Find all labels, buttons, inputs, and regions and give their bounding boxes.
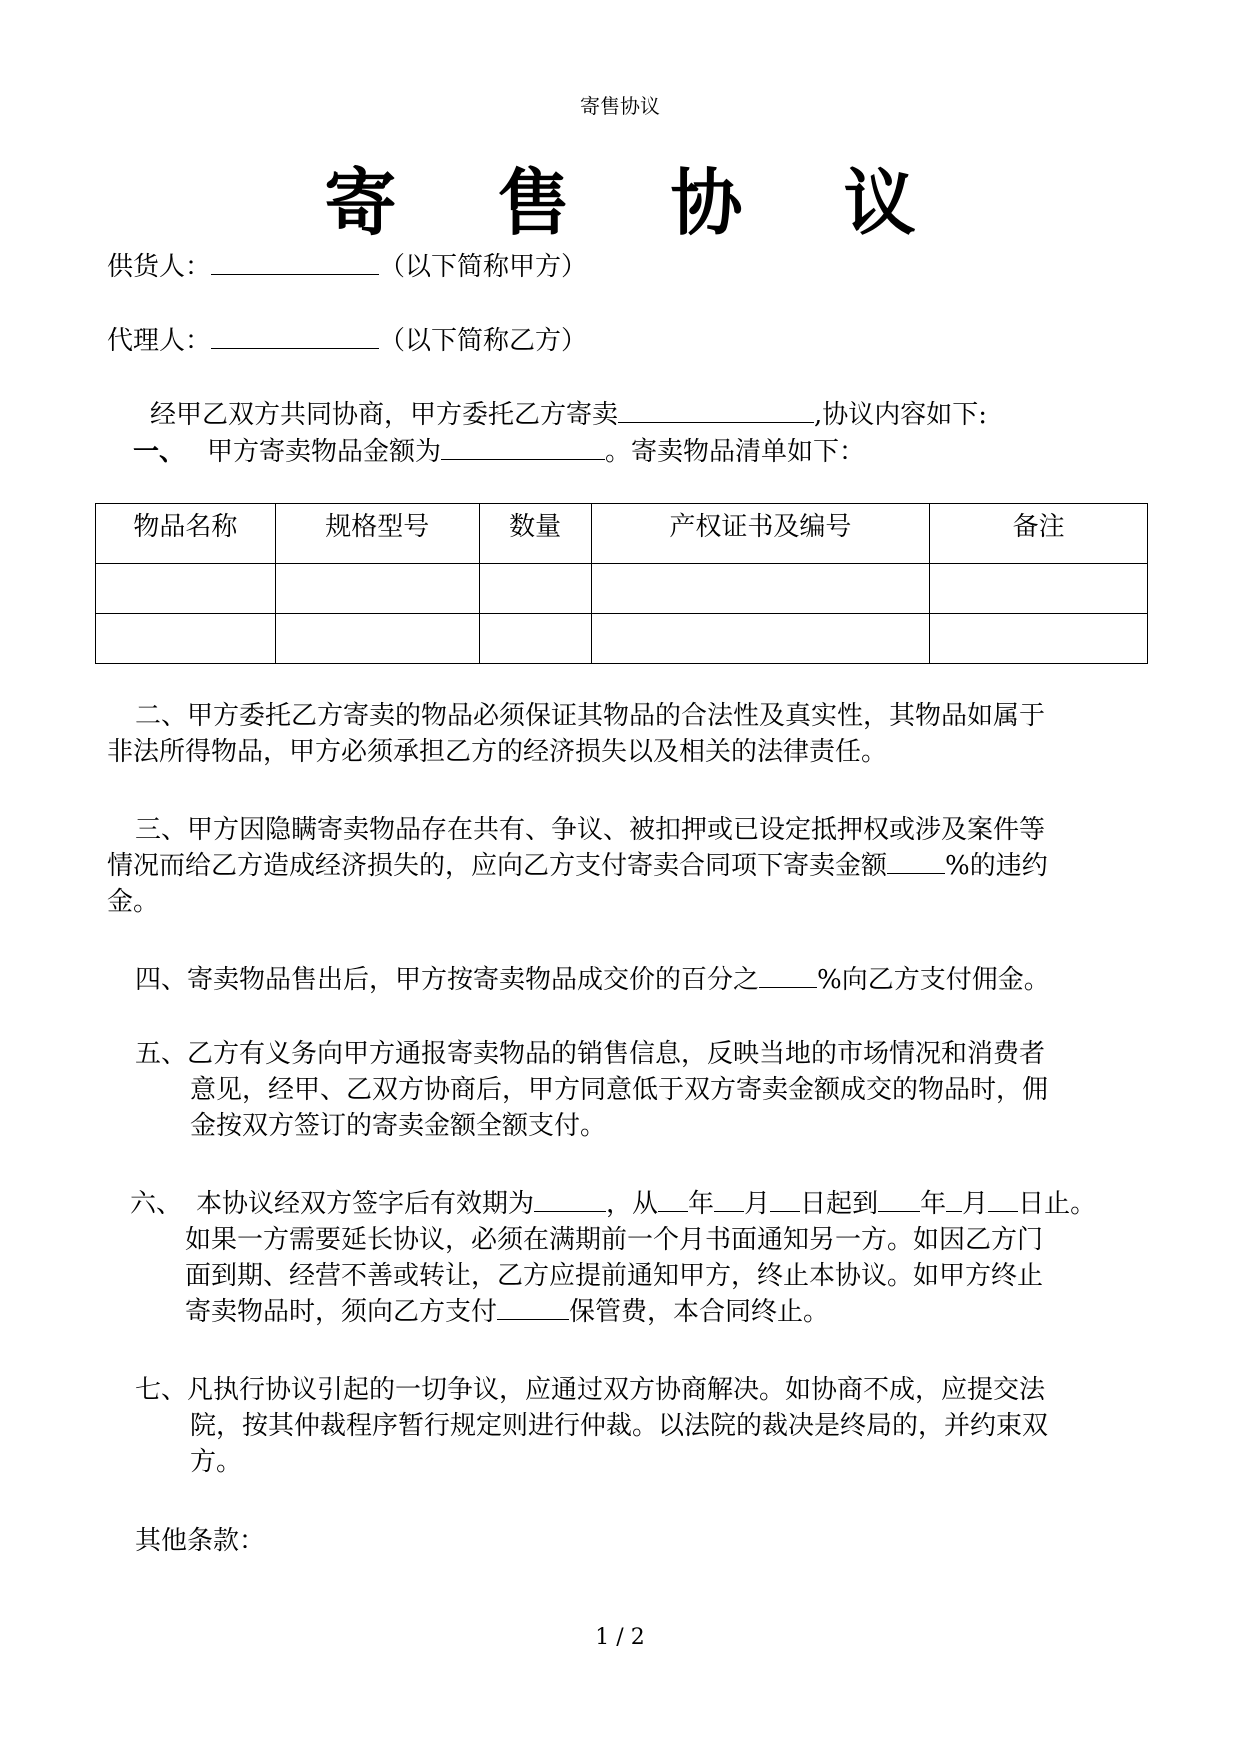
table-row (96, 614, 1148, 664)
clause-6-month-unit: 月 (744, 1189, 771, 1219)
table-cell[interactable] (930, 564, 1148, 614)
agent-line (107, 320, 587, 357)
clause-6-text: 日起到 (800, 1189, 879, 1219)
clause-2 (107, 698, 1045, 770)
clause-1-post: 。寄卖物品清单如下： (605, 437, 866, 467)
end-day-blank[interactable] (988, 1187, 1018, 1212)
clause-6 (130, 1186, 1096, 1330)
supplier-blank[interactable] (211, 250, 379, 275)
running-header: 寄售协议 (580, 94, 660, 118)
storage-fee-blank[interactable] (497, 1295, 569, 1320)
clause-6-text: ，从 (606, 1189, 659, 1219)
clause-1-number: 一、 (133, 437, 186, 467)
consigned-item-blank[interactable] (618, 398, 814, 423)
intro-line (150, 394, 987, 431)
clause-3-line2-pre: 情况而给乙方造成经济损失的，应向乙方支付寄卖合同项下寄卖金额 (107, 851, 888, 881)
end-year-blank[interactable] (878, 1187, 920, 1212)
clause-4 (135, 962, 1050, 998)
intro-text-post: ,协议内容如下: (814, 400, 988, 430)
intro-text-pre: 经甲乙双方共同协商，甲方委托乙方寄卖 (150, 400, 619, 430)
clause-4-post: %向乙方支付佣金。 (817, 965, 1050, 995)
clause-6-line: 面到期、经营不善或转让，乙方应提前通知甲方，终止本协议。如甲方终止 (185, 1261, 1044, 1291)
table-cell[interactable] (930, 614, 1148, 664)
clause-3-line: 三、甲方因隐瞒寄卖物品存在共有、争议、被扣押或已设定抵押权或涉及案件等 (135, 815, 1046, 845)
clause-7 (135, 1372, 1048, 1480)
clause-1-pre: 甲方寄卖物品金额为 (207, 437, 442, 467)
clause-6-year-unit: 年 (920, 1189, 947, 1219)
clause-6-line: 如果一方需要延长协议，必须在满期前一个月书面通知另一方。如因乙方门 (185, 1225, 1044, 1255)
clause-2-line: 二、甲方委托乙方寄卖的物品必须保证其物品的合法性及真实性，其物品如属于 (135, 701, 1046, 731)
clause-3-line (107, 848, 1048, 884)
goods-table (95, 503, 1148, 664)
clause-6-number: 六、 (130, 1189, 183, 1219)
clause-6-year-unit: 年 (688, 1189, 715, 1219)
agent-blank[interactable] (211, 324, 379, 349)
clause-3-line: 金。 (107, 887, 160, 917)
table-header-cell: 数量 (479, 504, 591, 564)
penalty-rate-blank[interactable] (887, 849, 945, 874)
commission-rate-blank[interactable] (759, 963, 817, 988)
table-cell[interactable] (591, 614, 930, 664)
agent-label: 代理人： (107, 326, 212, 356)
supplier-line (107, 246, 587, 283)
clause-6-text: 保管费，本合同终止。 (569, 1297, 830, 1327)
validity-period-blank[interactable] (534, 1187, 606, 1212)
clause-1 (133, 431, 865, 468)
page-number: 1 / 2 (595, 1625, 645, 1650)
table-cell[interactable] (96, 614, 276, 664)
table-row (96, 564, 1148, 614)
table-cell[interactable] (479, 614, 591, 664)
table-cell[interactable] (96, 564, 276, 614)
clause-6-text: 日止。 (1018, 1189, 1097, 1219)
supplier-suffix: （以下简称甲方） (379, 252, 588, 282)
table-header-row (96, 504, 1148, 564)
clause-7-line: 七、凡执行协议引起的一切争议，应通过双方协商解决。如协商不成，应提交法 (135, 1375, 1046, 1405)
table-header-cell: 产权证书及编号 (591, 504, 930, 564)
clause-2-line: 非法所得物品，甲方必须承担乙方的经济损失以及相关的法律责任。 (107, 737, 888, 767)
clause-4-pre: 四、寄卖物品售出后，甲方按寄卖物品成交价的百分之 (135, 965, 760, 995)
table-header-cell: 规格型号 (275, 504, 479, 564)
other-terms-label: 其他条款： (135, 1526, 266, 1556)
clause-5 (135, 1036, 1048, 1144)
end-month-blank[interactable] (946, 1187, 962, 1212)
clause-7-line: 院，按其仲裁程序暂行规定则进行仲裁。以法院的裁决是终局的，并约束双 (190, 1411, 1049, 1441)
supplier-label: 供货人： (107, 252, 212, 282)
table-header-cell: 备注 (930, 504, 1148, 564)
start-day-blank[interactable] (770, 1187, 800, 1212)
document-title: 寄 售 协 议 (324, 161, 954, 245)
table-cell[interactable] (275, 564, 479, 614)
clause-5-line: 五、乙方有义务向甲方通报寄卖物品的销售信息，反映当地的市场情况和消费者 (135, 1039, 1046, 1069)
clause-3-line2-post: %的违约 (945, 851, 1048, 881)
amount-blank[interactable] (441, 435, 605, 460)
clause-6-line (130, 1294, 1096, 1330)
clause-6-text: 本协议经双方签字后有效期为 (196, 1189, 535, 1219)
table-cell[interactable] (275, 614, 479, 664)
clause-5-line: 金按双方签订的寄卖金额全额支付。 (190, 1111, 607, 1141)
clause-3 (107, 812, 1048, 920)
start-year-blank[interactable] (658, 1187, 688, 1212)
clause-5-line: 意见，经甲、乙双方协商后，甲方同意低于双方寄卖金额成交的物品时，佣 (190, 1075, 1049, 1105)
agent-suffix: （以下简称乙方） (379, 326, 588, 356)
table-cell[interactable] (591, 564, 930, 614)
table-cell[interactable] (479, 564, 591, 614)
clause-7-line: 方。 (190, 1447, 243, 1477)
table-header-cell: 物品名称 (96, 504, 276, 564)
start-month-blank[interactable] (714, 1187, 744, 1212)
clause-6-line (130, 1186, 1096, 1222)
clause-6-text: 寄卖物品时，须向乙方支付 (185, 1297, 498, 1327)
clause-6-month-unit: 月 (962, 1189, 989, 1219)
